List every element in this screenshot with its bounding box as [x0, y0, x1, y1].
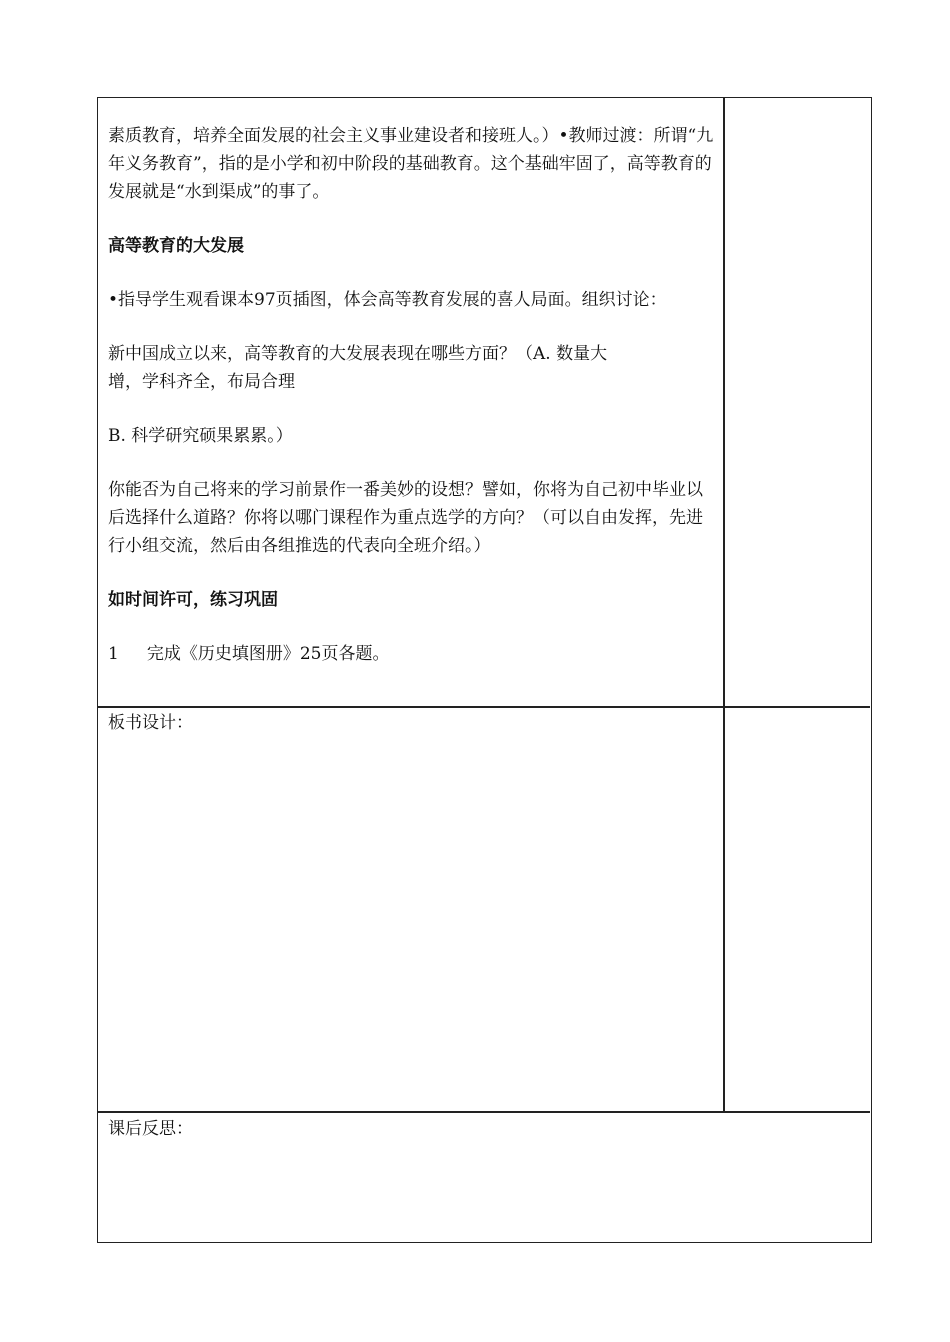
board-design-cell [98, 708, 723, 1111]
reflection-cell [98, 1113, 870, 1241]
board-design-label: 板书设计： [108, 713, 193, 733]
paragraph-question-line1: 新中国成立以来，高等教育的大发展表现在哪些方面？（A. 数量大 [108, 344, 608, 364]
side-cell-1 [725, 98, 870, 706]
paragraph-guide-students: •指导学生观看课本97页插图，体会高等教育发展的喜人局面。组织讨论： [108, 290, 667, 310]
lesson-table [97, 97, 872, 1243]
side-cell-2 [725, 708, 870, 1111]
lesson-content [108, 122, 718, 668]
heading-higher-education: 高等教育的大发展 [108, 236, 244, 256]
exercise-number: 1 [108, 644, 119, 664]
lesson-content-cell [98, 98, 723, 706]
heading-practice: 如时间许可，练习巩固 [108, 590, 278, 610]
paragraph-answer-b: B. 科学研究硕果累累。） [108, 426, 293, 446]
exercise-text: 完成《历史填图册》25页各题。 [146, 644, 390, 664]
reflection-label: 课后反思： [108, 1119, 193, 1139]
exercise-item [108, 640, 718, 668]
paragraph-question-line2: 增，学科齐全，布局合理 [108, 372, 295, 392]
paragraph-transition: 素质教育，培养全面发展的社会主义事业建设者和接班人。）•教师过渡：所谓“九年义务教育”，指的是小学和初中阶段的基础教育。这个基础牢固了，高等教育的发展就是“水到渠成”的事了。 [108, 126, 714, 202]
paragraph-future-plan: 你能否为自己将来的学习前景作一番美妙的设想？譬如，你将为自己初中毕业以后选择什么道路？你将以哪门课程作为重点选学的方向？（可以自由发挥，先进行小组交流，然后由各组推选的代表向全班介绍。） [108, 480, 703, 556]
